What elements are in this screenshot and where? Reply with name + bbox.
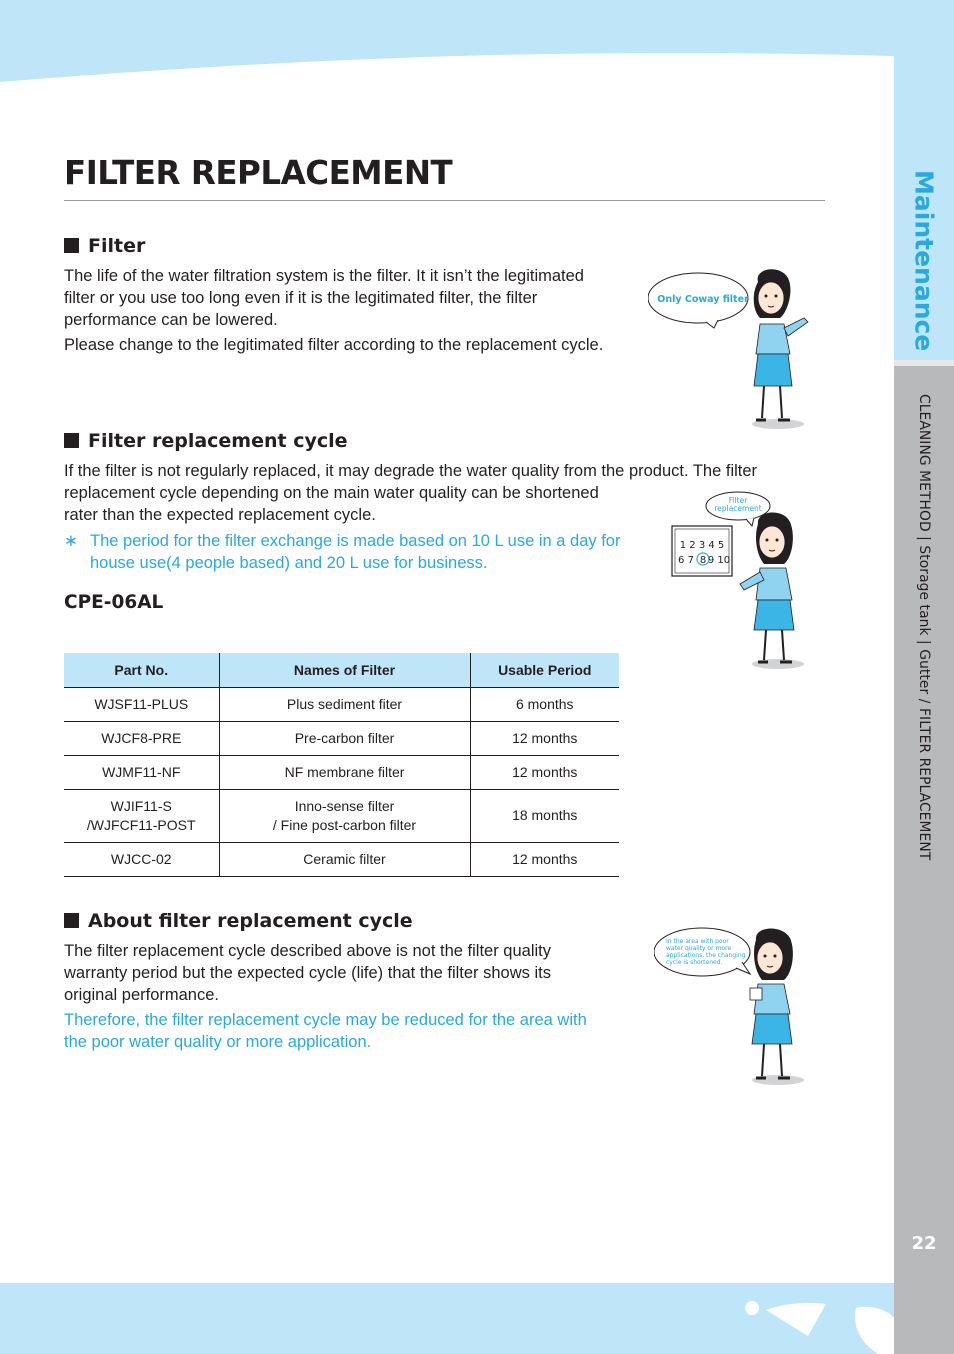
part-number-cell: WJCF8-PRE xyxy=(64,721,219,755)
calendar-row-2c: 9 10 xyxy=(707,555,731,566)
title-divider xyxy=(64,200,825,201)
woman-illustration-1 xyxy=(648,262,814,434)
part-number-cell: WJMF11-NF xyxy=(64,755,219,789)
bubble-line: applications, the changing xyxy=(666,952,746,959)
calendar-row-2a: 6 7 xyxy=(678,555,694,566)
side-title: Maintenance xyxy=(909,170,939,352)
usable-period-cell: 12 months xyxy=(470,755,619,789)
section-heading-about: About filter replacement cycle xyxy=(64,910,413,932)
filter-paragraph: The life of the water filtration system is the filter. It it isn’t the legitimated filter or you use too long even if it is the legitimated filter, the filter performance can be lowered. Please change to the legitimated filter according to the replacement cycle. xyxy=(64,267,604,354)
cycle-paragraph: If the filter is not regularly replaced, it may degrade the water quality from the product. The filter replacement cycle depending on the main water quality can be shortened rater than the expected replacement cycle. xyxy=(64,462,758,524)
table-row xyxy=(64,789,619,842)
part-number-cell: WJCC-02 xyxy=(64,842,219,876)
model-name: CPE-06AL xyxy=(64,592,164,613)
bubble-line: In the area with poor xyxy=(666,938,729,945)
bubble-line: cycle is shortened. xyxy=(666,959,723,966)
section-heading-cycle: Filter replacement cycle xyxy=(64,430,348,452)
table-header-row xyxy=(64,653,619,687)
asterisk-icon: ∗ xyxy=(64,532,78,550)
woman-calendar-illustration xyxy=(668,490,814,674)
water-drop-decoration xyxy=(738,1288,894,1354)
filter-name-cell: Ceramic filter xyxy=(219,842,470,876)
filter-table xyxy=(64,653,619,877)
about-paragraph: The filter replacement cycle described above is not the filter quality warranty period but the expected cycle (life) that the filter shows its original performance. Therefore, the filter replacement cycle may be reduced for the area with the poor water quality or more application. xyxy=(64,942,587,1051)
filter-name-cell: NF membrane filter xyxy=(219,755,470,789)
table-row xyxy=(64,842,619,876)
table-row xyxy=(64,721,619,755)
calendar-row-2b: 8 xyxy=(699,555,707,566)
usable-period-cell: 12 months xyxy=(470,842,619,876)
usable-period-cell: 12 months xyxy=(470,721,619,755)
woman-illustration-3 xyxy=(654,926,814,1090)
breadcrumb: CLEANING METHOD | Storage tank | Gutter / FILTER REPLACEMENT xyxy=(916,394,932,861)
water-drop-decoration-right xyxy=(896,1298,954,1354)
section-heading-filter: Filter xyxy=(64,235,145,257)
bubble-text-replacement: replacement xyxy=(714,504,762,513)
square-bullet-icon xyxy=(64,913,79,928)
filter-name-cell: Plus sediment fiter xyxy=(219,687,470,721)
bubble-line: water quality or more xyxy=(666,945,732,952)
column-header: Part No. xyxy=(64,653,219,687)
square-bullet-icon xyxy=(64,433,79,448)
column-header: Names of Filter xyxy=(219,653,470,687)
bubble-text-coway: Only Coway filter xyxy=(657,294,749,305)
square-bullet-icon xyxy=(64,238,79,253)
filter-name-cell: Inno-sense filter / Fine post-carbon filter xyxy=(219,789,470,842)
part-number-cell: WJSF11-PLUS xyxy=(64,687,219,721)
filter-name-cell: Pre-carbon filter xyxy=(219,721,470,755)
top-band-curve xyxy=(0,46,954,106)
calendar-row-1: 1 2 3 4 5 xyxy=(679,540,725,551)
table-row xyxy=(64,755,619,789)
page-number: 22 xyxy=(911,1233,937,1254)
usable-period-cell: 18 months xyxy=(470,789,619,842)
bubble-text-filter: Filter xyxy=(728,496,748,505)
column-header: Usable Period xyxy=(470,653,619,687)
table-row xyxy=(64,687,619,721)
page-title: FILTER REPLACEMENT xyxy=(64,154,453,192)
part-number-cell: WJIF11-S /WJFCF11-POST xyxy=(64,789,219,842)
usable-period-cell: 6 months xyxy=(470,687,619,721)
